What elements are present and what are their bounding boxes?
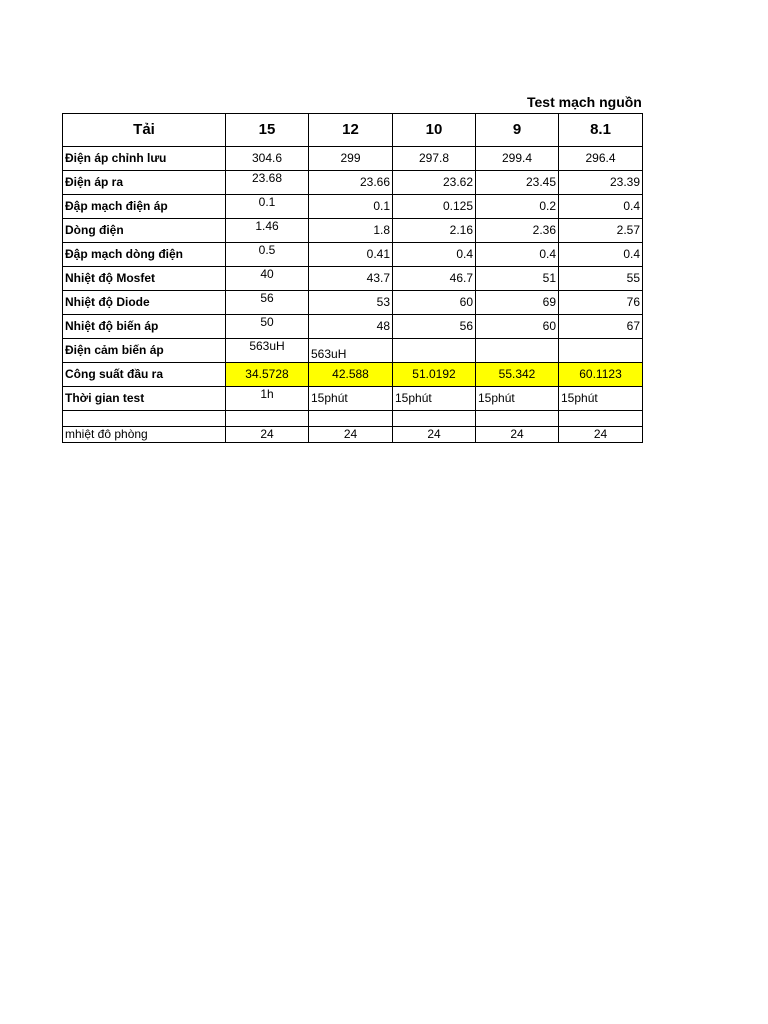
value-cell[interactable]: 0.5 (226, 243, 309, 267)
value-cell[interactable]: 0.125 (393, 195, 476, 219)
value-cell[interactable]: 23.45 (476, 171, 559, 195)
sheet-title: Test mạch nguồn (527, 94, 642, 110)
table-row (63, 339, 643, 363)
row-label-cell[interactable]: Nhiệt độ Mosfet (63, 267, 226, 291)
value-cell[interactable]: 15phút (309, 387, 393, 411)
table-row (63, 147, 643, 171)
value-cell[interactable]: 24 (226, 427, 309, 443)
value-cell[interactable]: 296.4 (559, 147, 643, 171)
highlighted-value-cell[interactable]: 60.1123 (559, 363, 643, 387)
table-row-empty (63, 411, 643, 427)
value-cell[interactable]: 0.1 (309, 195, 393, 219)
empty-cell[interactable] (309, 411, 393, 427)
empty-cell[interactable] (476, 411, 559, 427)
value-cell[interactable]: 0.1 (226, 195, 309, 219)
value-cell[interactable]: 304.6 (226, 147, 309, 171)
value-cell[interactable]: 563uH (309, 339, 393, 363)
value-cell[interactable]: 23.39 (559, 171, 643, 195)
value-cell[interactable]: 0.41 (309, 243, 393, 267)
header-label-cell[interactable]: Tải (63, 114, 226, 147)
value-cell[interactable]: 24 (393, 427, 476, 443)
value-cell[interactable]: 0.4 (393, 243, 476, 267)
header-load-cell[interactable]: 10 (393, 114, 476, 147)
value-cell[interactable]: 40 (226, 267, 309, 291)
value-cell[interactable]: 53 (309, 291, 393, 315)
value-cell[interactable]: 0.4 (476, 243, 559, 267)
row-label-cell[interactable]: Điện cảm biến áp (63, 339, 226, 363)
value-cell[interactable]: 48 (309, 315, 393, 339)
value-cell[interactable]: 23.62 (393, 171, 476, 195)
table-row (63, 315, 643, 339)
value-cell[interactable]: 15phút (559, 387, 643, 411)
value-cell[interactable]: 43.7 (309, 267, 393, 291)
table-row-highlighted (63, 363, 643, 387)
value-cell[interactable]: 2.16 (393, 219, 476, 243)
value-cell[interactable] (559, 339, 643, 363)
table-row (63, 243, 643, 267)
value-cell[interactable]: 60 (393, 291, 476, 315)
table-row (63, 427, 643, 443)
value-cell[interactable]: 24 (559, 427, 643, 443)
value-cell[interactable]: 0.4 (559, 243, 643, 267)
value-cell[interactable]: 51 (476, 267, 559, 291)
test-results-table (62, 113, 643, 443)
value-cell[interactable]: 76 (559, 291, 643, 315)
row-label-cell[interactable]: Thời gian test (63, 387, 226, 411)
row-label-cell[interactable]: Đập mạch dòng điện (63, 243, 226, 267)
value-cell[interactable]: 23.68 (226, 171, 309, 195)
value-cell[interactable]: 2.57 (559, 219, 643, 243)
value-cell[interactable]: 46.7 (393, 267, 476, 291)
table-row (63, 267, 643, 291)
value-cell[interactable]: 50 (226, 315, 309, 339)
row-label-cell[interactable]: Đập mạch điện áp (63, 195, 226, 219)
table-row (63, 171, 643, 195)
row-label-cell[interactable]: mhiệt đô phòng (63, 427, 226, 443)
row-label-cell[interactable]: Công suất đầu ra (63, 363, 226, 387)
highlighted-value-cell[interactable]: 55.342 (476, 363, 559, 387)
value-cell[interactable]: 55 (559, 267, 643, 291)
empty-cell[interactable] (559, 411, 643, 427)
value-cell[interactable]: 563uH (226, 339, 309, 363)
row-label-cell[interactable]: Nhiệt độ biến áp (63, 315, 226, 339)
value-cell[interactable]: 299 (309, 147, 393, 171)
value-cell[interactable]: 0.2 (476, 195, 559, 219)
highlighted-value-cell[interactable]: 42.588 (309, 363, 393, 387)
value-cell[interactable]: 69 (476, 291, 559, 315)
value-cell[interactable]: 56 (393, 315, 476, 339)
header-load-cell[interactable]: 15 (226, 114, 309, 147)
value-cell[interactable] (476, 339, 559, 363)
highlighted-value-cell[interactable]: 51.0192 (393, 363, 476, 387)
header-load-cell[interactable]: 8.1 (559, 114, 643, 147)
value-cell[interactable]: 297.8 (393, 147, 476, 171)
table-row (63, 195, 643, 219)
value-cell[interactable]: 0.4 (559, 195, 643, 219)
highlighted-value-cell[interactable]: 34.5728 (226, 363, 309, 387)
value-cell[interactable]: 56 (226, 291, 309, 315)
value-cell[interactable]: 299.4 (476, 147, 559, 171)
empty-cell[interactable] (63, 411, 226, 427)
empty-cell[interactable] (226, 411, 309, 427)
value-cell[interactable] (393, 339, 476, 363)
value-cell[interactable]: 2.36 (476, 219, 559, 243)
value-cell[interactable]: 15phút (476, 387, 559, 411)
value-cell[interactable]: 1h (226, 387, 309, 411)
value-cell[interactable]: 1.46 (226, 219, 309, 243)
value-cell[interactable]: 24 (476, 427, 559, 443)
row-label-cell[interactable]: Điện áp chỉnh lưu (63, 147, 226, 171)
value-cell[interactable]: 15phút (393, 387, 476, 411)
empty-cell[interactable] (393, 411, 476, 427)
value-cell[interactable]: 1.8 (309, 219, 393, 243)
table-row (63, 219, 643, 243)
header-row (63, 114, 643, 147)
row-label-cell[interactable]: Nhiệt độ Diode (63, 291, 226, 315)
value-cell[interactable]: 23.66 (309, 171, 393, 195)
value-cell[interactable]: 67 (559, 315, 643, 339)
row-label-cell[interactable]: Dòng điện (63, 219, 226, 243)
value-cell[interactable]: 24 (309, 427, 393, 443)
value-cell[interactable]: 60 (476, 315, 559, 339)
header-load-cell[interactable]: 12 (309, 114, 393, 147)
table-row (63, 387, 643, 411)
row-label-cell[interactable]: Điện áp ra (63, 171, 226, 195)
header-load-cell[interactable]: 9 (476, 114, 559, 147)
table-row (63, 291, 643, 315)
